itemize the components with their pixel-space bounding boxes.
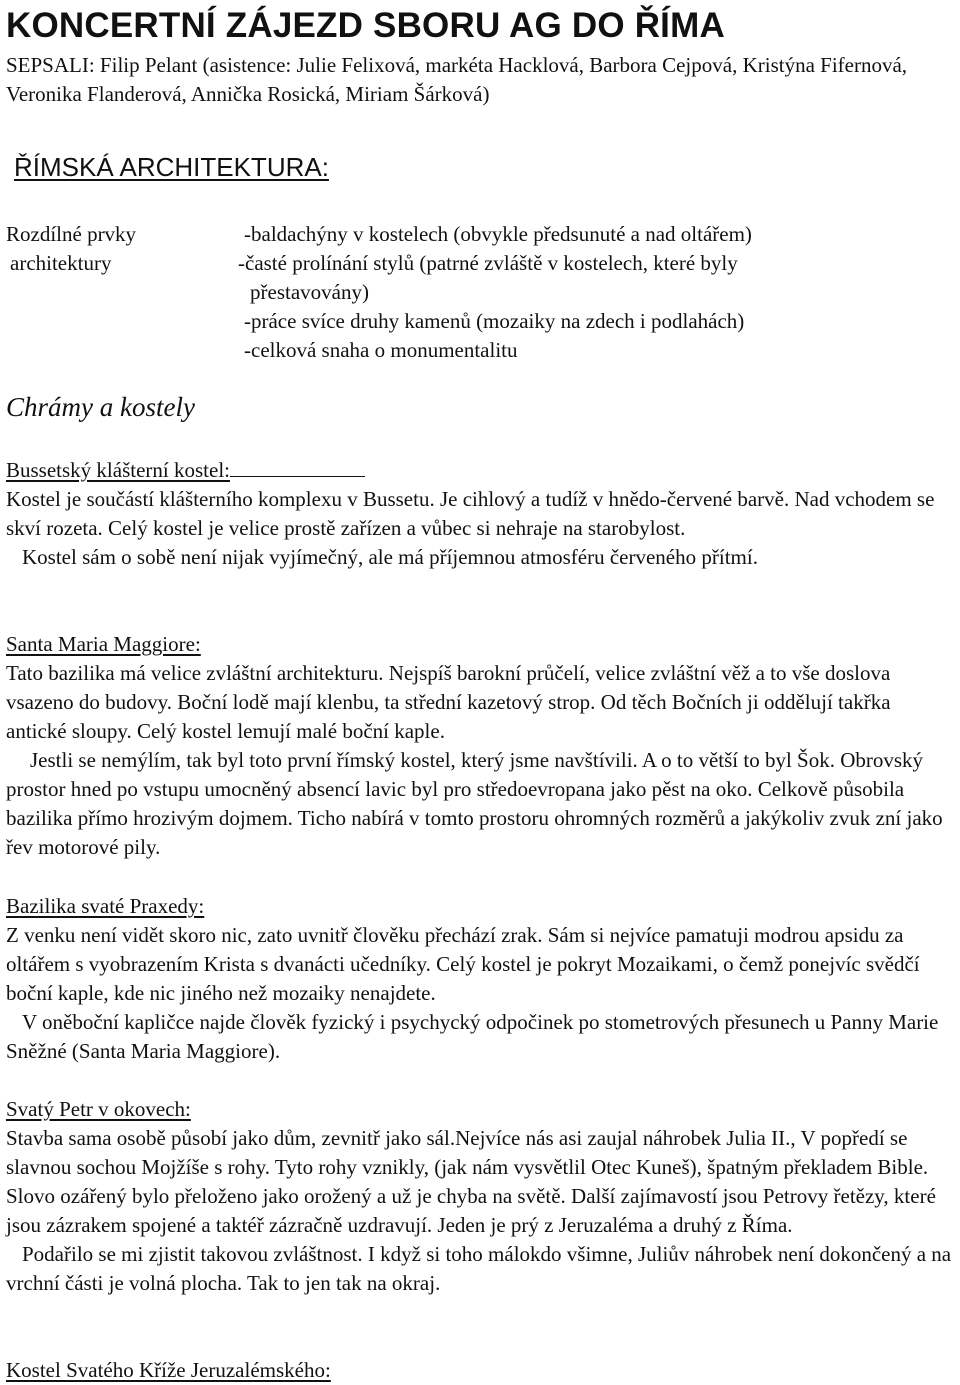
feature-item: -časté prolínání stylů (patrné zvláště v kostelech, které byly bbox=[238, 251, 738, 275]
features-label-line2: architektury bbox=[10, 251, 112, 275]
section-heading: Svatý Petr v okovech: bbox=[6, 1097, 191, 1121]
section-jeruzalem bbox=[6, 1356, 954, 1385]
features-list bbox=[232, 220, 872, 365]
document-title: KONCERTNÍ ZÁJEZD SBORU AG DO ŘÍMA bbox=[6, 6, 725, 45]
paragraph: Tato bazilika má velice zvláštní architekturu. Nejspíš barokní průčelí, velice zvláštní věž a to vše doslova vsazeno do budovy. Boční lodě mají klenbu, ta střední kazetový strop. Od těch Bočních ji oddělují takřka antické sloupy. Celý kostel lemují malé boční kaple. bbox=[6, 661, 891, 743]
section-heading bbox=[6, 456, 954, 485]
section-santa-maria bbox=[6, 630, 954, 862]
paragraph: V oněboční kapličce najde člověk fyzický i psychycký odpočinek po stometrových přesunech u Panny Marie Sněžné (Santa Maria Maggiore). bbox=[6, 1010, 939, 1063]
paragraph: Z venku není vidět skoro nic, zato uvnitř člověku přechází zrak. Sám si nejvíce pamatuji modrou apsidu za oltářem s vyobrazením Krista s dvanácti učedníky. Celý kostel je pokryt Mozaikami, o čemž ponejvíc svědčí boční kaple, kde nic jiného než mozaiky nenajdete. bbox=[6, 923, 920, 1005]
paragraph: Kostel je součástí klášterního komplexu v Bussetu. Je cihlový a tudíž v hnědo-červené barvě. Nad vchodem se skví rozeta. Celý kostel je velice prostě zařízen a vůbec si nehraje na starobylost. bbox=[6, 487, 935, 540]
paragraph: Stavba sama osobě působí jako dům, zevnitř jako sál.Nejvíce nás asi zaujal náhrobek Julia II., V popředí se slavnou sochou Mojžíše s rohy. Tyto rohy vznikly, (jak nám vysvětlil Otec Kuneš), špatným překladem Bible. Slovo ozářený bylo přeloženo jako orožený a už je chyba na světě. Další zajímavostí jsou Petrovy řetězy, které jsou zázrakem spojené a taktéř zázračně uzdravují. Jeden je prý z Jeruzaléma a druhý z Říma. bbox=[6, 1126, 936, 1237]
section-heading: Santa Maria Maggiore: bbox=[6, 632, 201, 656]
section-bussetsky bbox=[6, 456, 954, 572]
feature-item: -práce svíce druhy kamenů (mozaiky na zdech i podlahách) bbox=[244, 309, 745, 333]
section-heading: Bazilika svaté Praxedy: bbox=[6, 894, 205, 918]
subheading-churches: Chrámy a kostely bbox=[6, 392, 195, 422]
section-praxedy bbox=[6, 892, 954, 1066]
features-label bbox=[6, 220, 136, 278]
feature-item: -baldachýny v kostelech (obvykle předsunuté a nad oltářem) bbox=[244, 222, 752, 246]
feature-item: -celková snaha o monumentalitu bbox=[244, 338, 518, 362]
paragraph: Kostel sám o sobě není nijak vyjímečný, ale má příjemnou atmosféru červeného přítmí. bbox=[22, 545, 758, 569]
underline-rule bbox=[230, 458, 365, 477]
section-heading: Kostel Svatého Kříže Jeruzalémského: bbox=[6, 1358, 331, 1382]
section-heading-text: Bussetský klášterní kostel: bbox=[6, 458, 230, 482]
paragraph: Jestli se nemýlím, tak byl toto první římský kostel, který jsme navštívili. A o to větší to byl Šok. Obrovský prostor hned po vstupu umocněný absencí lavic byl pro středoevropana jako pěst na oko. Celkově působila bazilika přímo hrozivým dojmem. Ticho nabírá v tomto prostoru ohromných rozměrů a jakýkoliv zvuk zní jako řev motorové pily. bbox=[6, 748, 943, 859]
features-label-line1: Rozdílné prvky bbox=[6, 222, 137, 246]
authors-line: SEPSALI: Filip Pelant (asistence: Julie Felixová, markéta Hacklová, Barbora Cejpová, Kristýna Fifernová, Veronika Flanderová, Annička Rosická, Miriam Šárková) bbox=[6, 53, 908, 106]
section-petr bbox=[6, 1095, 954, 1298]
paragraph: Podařilo se mi zjistit takovou zvláštnost. I když si toho málokdo všimne, Juliův náhrobek není dokončený a na vrchní části je volná plocha. Tak to jen tak na okraj. bbox=[6, 1242, 952, 1295]
feature-item-continuation: přestavovány) bbox=[250, 280, 369, 304]
section-heading-architecture: ŘÍMSKÁ ARCHITEKTURA: bbox=[14, 152, 329, 182]
